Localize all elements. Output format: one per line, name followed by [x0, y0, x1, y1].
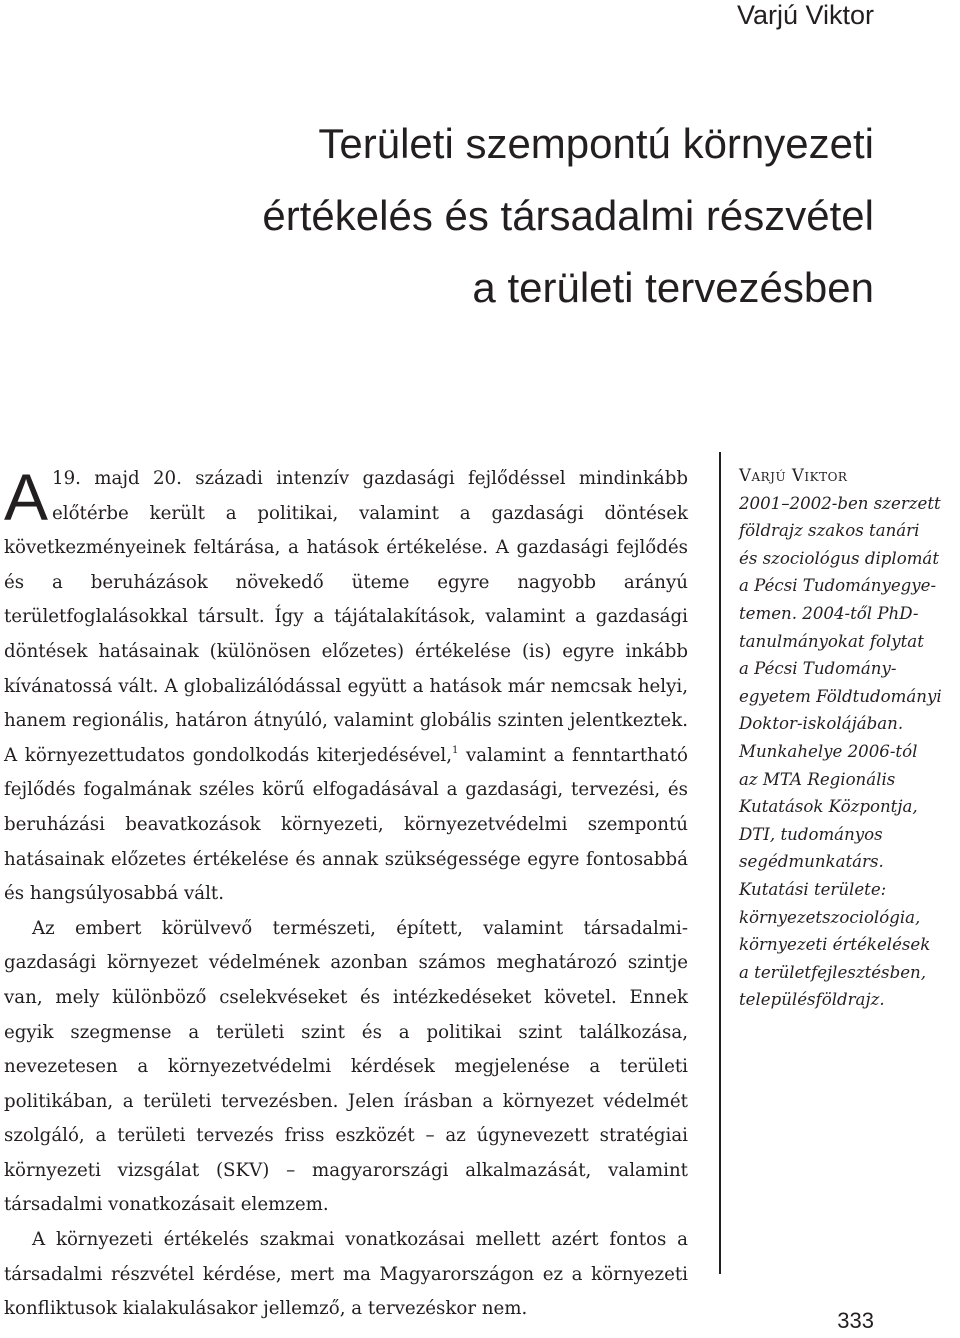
column-divider — [719, 452, 721, 1274]
bio-line: Munkahelye 2006-tól — [739, 741, 918, 761]
title-line-2: értékelés és társadalmi részvétel — [262, 192, 874, 239]
bio-line: temen. 2004-től PhD- — [739, 603, 919, 623]
bio-line: Kutatási területe: — [739, 879, 887, 899]
bio-line: környezetszociológia, — [739, 907, 921, 927]
drop-cap: A — [4, 460, 49, 534]
bio-line: földrajz szakos tanári — [739, 521, 920, 541]
bio-line: Kutatások Központja, — [739, 797, 918, 817]
bio-line: a területfejlesztésben, — [739, 962, 926, 982]
sidebar-author-name: Varjú Viktor — [739, 466, 848, 485]
article-body — [4, 462, 688, 1327]
bio-line: és szociológus diplomát — [739, 548, 939, 568]
paragraph-1 — [4, 462, 688, 912]
title-line-3: a területi tervezésben — [472, 264, 874, 311]
bio-line: az MTA Regionális — [739, 769, 896, 789]
bio-line: tanulmányokat folytat — [739, 631, 924, 651]
bio-line: környezeti értékelések — [739, 935, 931, 955]
bio-line: DTI, tudományos — [739, 824, 883, 844]
article-title — [54, 108, 874, 324]
author-bio — [739, 490, 960, 1014]
paragraph-1-text-b: valamint a fenntartható fejlődés fogalmának széles körű elfogadásával a gazdasági, tervezési, és beruházási beavatkozások környezeti, környezetvédelmi szempontú hatásainak előzetes értékelése és annak szükségessége egyre fontosabbá és hangsúlyosabbá vált. — [4, 744, 688, 905]
bio-line: segédmunkatárs. — [739, 852, 884, 872]
paragraph-3: A környezeti értékelés szakmai vonatkozásai mellett azért fontos a társadalmi részvétel kérdése, mert ma Magyarországon ez a környezeti konfliktusok kialakulásakor jellemző, a tervezéskor nem. — [4, 1229, 688, 1320]
bio-line: Doktor-iskolájában. — [739, 714, 904, 734]
bio-line: a Pécsi Tudomány- — [739, 659, 897, 679]
title-line-1: Területi szempontú környezeti — [318, 120, 874, 167]
bio-line: a Pécsi Tudományegye- — [739, 576, 937, 596]
running-header-author: Varjú Viktor — [736, 0, 874, 30]
footnote-reference[interactable]: 1 — [451, 744, 459, 756]
bio-line: 2001–2002-ben szerzett — [739, 493, 941, 513]
page-number: 333 — [837, 1308, 874, 1333]
paragraph-2: Az embert körülvevő természeti, épített, valamint társadalmi-gazdasági környezet védelmének azonban számos meghatározó szintje van, mely különböző cselekvéseket és intézkedéseket követel. Ennek egyik szegmense a területi szint és a politikai szint találkozása, nevezetesen a környezetvédelmi kérdések megjelenése a területi politikában, a területi tervezésben. Jelen írásban a környezet védelmét szolgáló, a területi tervezés friss eszközét – az úgynevezett stratégiai környezeti vizsgálat (SKV) – magyarországi alkalmazását, valamint társadalmi vonatkozásait elemzem. — [4, 917, 688, 1216]
paragraph-1-text-a: 19. majd 20. századi intenzív gazdasági fejlődéssel mindinkább előtérbe került a politikai, valamint a gazdasági döntések következményeinek feltárása, a hatások értékelése. A gazdasági fejlődés és a beruházások növekedő üteme egyre nagyobb arányú területfoglalásokkal társult. Így a tájátalakítások, valamint a gazdasági döntések hatásainak (különösen előzetes) értékelése (is) egyre inkább kívánatossá vált. A globalizálódással együtt a hatások már nemcsak helyi, hanem regionális, határon átnyúló, valamint globális szinten jelentkeztek. A környezettudatos gondolkodás kiterjedésével, — [4, 468, 688, 766]
bio-line: egyetem Földtudományi — [739, 686, 942, 706]
author-bio-sidebar — [739, 462, 960, 1014]
bio-line: településföldrajz. — [739, 990, 885, 1010]
